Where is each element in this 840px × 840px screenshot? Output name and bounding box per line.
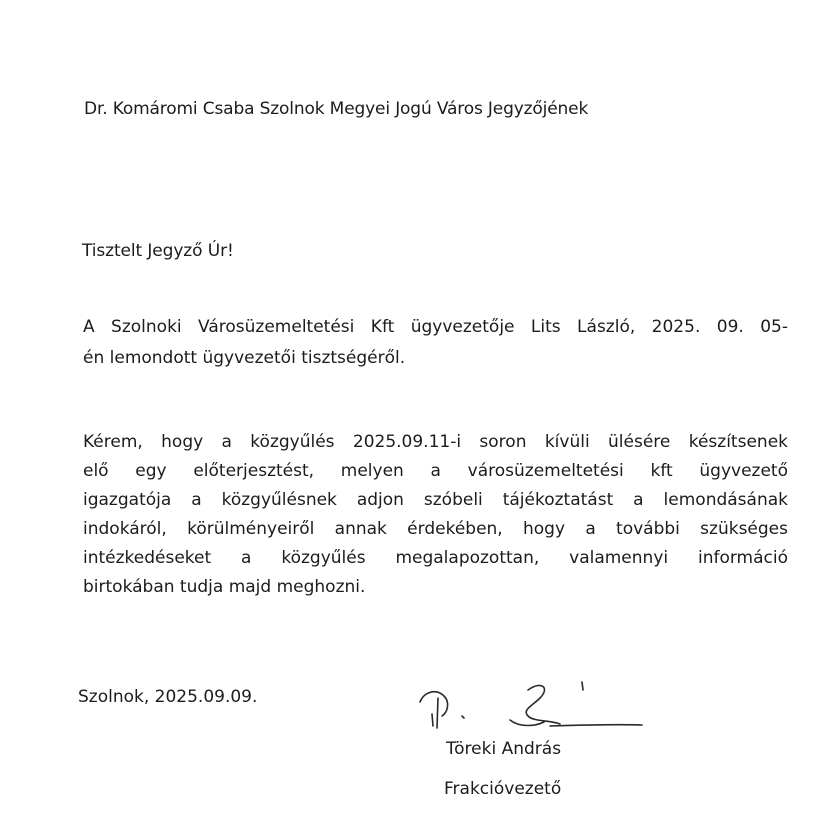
handwritten-signature <box>410 676 650 736</box>
place-and-date: Szolnok, 2025.09.09. <box>78 687 258 707</box>
paragraph-line: birtokában tudja majd meghozni. <box>83 577 366 597</box>
paragraph-resignation-notice <box>83 319 788 381</box>
recipient-line: Dr. Komáromi Csaba Szolnok Megyei Jogú Város Jegyzőjének <box>84 99 589 119</box>
paragraph-line: indokáról, körülményeiről annak érdekében, hogy a további szükséges <box>83 519 788 539</box>
signatory-title: Frakcióvezető <box>444 779 562 799</box>
signatory-name: Töreki András <box>446 739 562 759</box>
paragraph-request <box>83 434 788 608</box>
salutation: Tisztelt Jegyző Úr! <box>82 241 234 261</box>
paragraph-line: én lemondott ügyvezetői tisztségéről. <box>83 348 406 368</box>
paragraph-line: A Szolnoki Városüzemeltetési Kft ügyvezetője Lits László, 2025. 09. 05- <box>83 317 788 337</box>
paragraph-line: Kérem, hogy a közgyűlés 2025.09.11-i soron kívüli ülésére készítsenek <box>83 432 788 452</box>
paragraph-line: elő egy előterjesztést, melyen a városüzemeltetési kft ügyvezető <box>83 461 788 481</box>
paragraph-line: intézkedéseket a közgyűlés megalapozottan, valamennyi információ <box>83 548 788 568</box>
paragraph-line: igazgatója a közgyűlésnek adjon szóbeli tájékoztatást a lemondásának <box>83 490 788 510</box>
